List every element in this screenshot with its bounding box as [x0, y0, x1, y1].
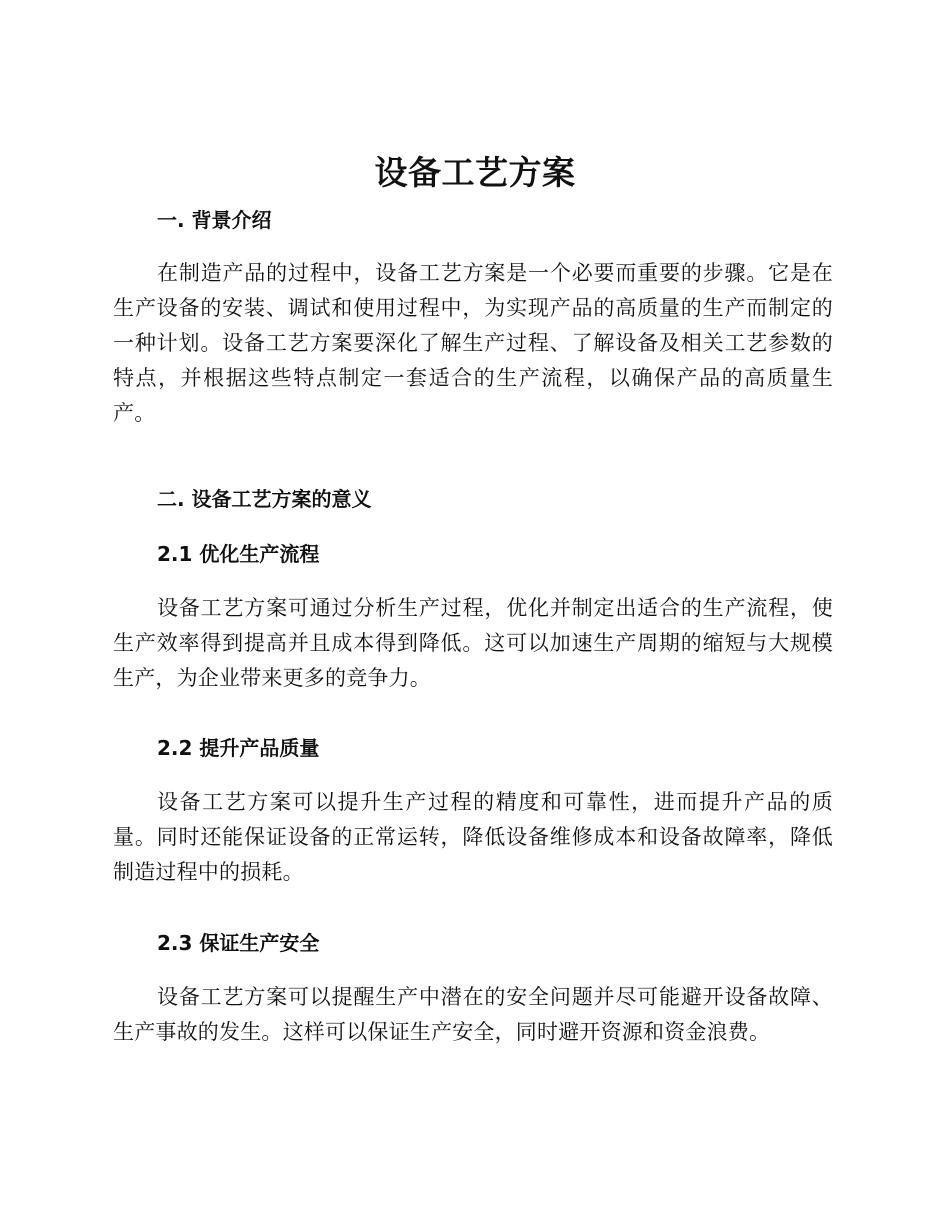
- subsection-heading-safety: 2.3 保证生产安全: [157, 931, 320, 955]
- subsection-heading-quality: 2.2 提升产品质量: [157, 736, 320, 760]
- paragraph-quality: 设备工艺方案可以提升生产过程的精度和可靠性，进而提升产品的质量。同时还能保证设备的正常运转，降低设备维修成本和设备故障率，降低制造过程中的损耗。: [113, 790, 833, 884]
- subsection-heading-optimize-flow: 2.1 优化生产流程: [157, 542, 320, 566]
- document-title: 设备工艺方案: [374, 153, 576, 192]
- paragraph-optimize-flow: 设备工艺方案可通过分析生产过程，优化并制定出适合的生产流程，使生产效率得到提高并且成本得到降低。这可以加速生产周期的缩短与大规模生产，为企业带来更多的竞争力。: [113, 596, 833, 690]
- paragraph-safety: 设备工艺方案可以提醒生产中潜在的安全问题并尽可能避开设备故障、生产事故的发生。这样可以保证生产安全，同时避开资源和资金浪费。: [113, 985, 833, 1044]
- section-heading-background: 一. 背景介绍: [157, 208, 272, 232]
- paragraph-background: 在制造产品的过程中，设备工艺方案是一个必要而重要的步骤。它是在生产设备的安装、调试和使用过程中，为实现产品的高质量的生产而制定的一种计划。设备工艺方案要深化了解生产过程、了解设备及相关工艺参数的特点，并根据这些特点制定一套适合的生产流程，以确保产品的高质量生产。: [113, 261, 833, 425]
- section-heading-significance: 二. 设备工艺方案的意义: [157, 487, 372, 511]
